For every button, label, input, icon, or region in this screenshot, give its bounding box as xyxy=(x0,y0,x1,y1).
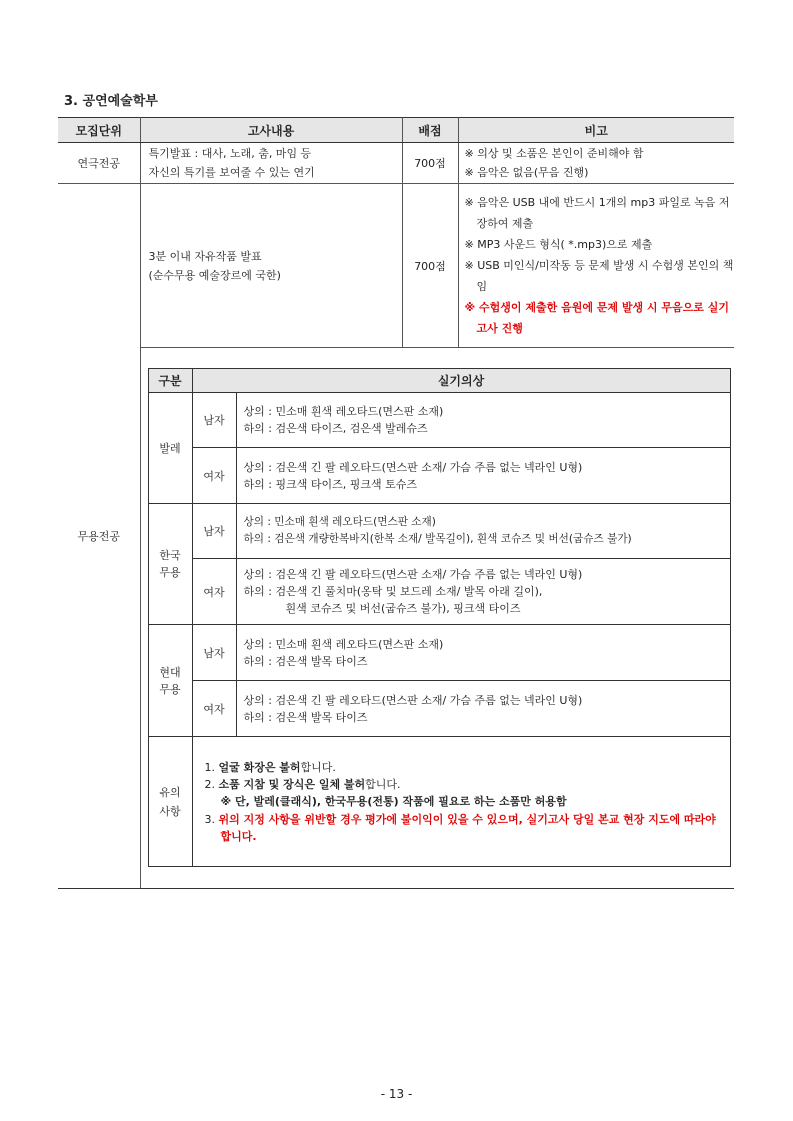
modern-female-row xyxy=(148,681,730,737)
dance-content xyxy=(140,184,402,348)
ballet-female-row xyxy=(148,448,730,504)
notes-label: 유의사항 xyxy=(148,737,192,867)
costume-bottom: 하의 : 핑크색 타이즈, 핑크색 토슈즈 xyxy=(243,477,417,491)
costume-desc xyxy=(236,393,730,448)
note-red: 위의 지정 사항을 위반할 경우 평가에 불이익이 있을 수 있으며, 실기고사 당일 본교 현장 지도에 따라야 합니다. xyxy=(218,812,716,843)
costume-top: 상의 : 민소매 흰색 레오타드(면스판 소재) xyxy=(243,516,436,528)
costume-header-row xyxy=(148,369,730,393)
note-num: 2. xyxy=(204,777,215,791)
korean-male-row xyxy=(148,504,730,559)
costume-table xyxy=(148,368,731,867)
notes-row xyxy=(148,737,730,867)
note-2 xyxy=(205,776,718,793)
costume-bottom: 하의 : 검은색 타이즈, 검은색 발레슈즈 xyxy=(243,422,428,435)
exam-table xyxy=(58,117,734,889)
dance-remarks xyxy=(458,184,734,348)
table-header-row xyxy=(58,118,734,143)
note-rest: 합니다. xyxy=(365,777,401,791)
page-number: - 13 - xyxy=(380,1087,413,1101)
dance-content-line: 3분 이내 자유작품 발표 xyxy=(148,249,262,263)
header-score: 배점 xyxy=(402,118,458,143)
costume-top: 상의 : 검은색 긴 팔 레오타드(면스판 소재/ 가슴 주름 없는 넥라인 U형) xyxy=(243,693,583,707)
gender-label: 여자 xyxy=(192,559,236,625)
gender-label: 여자 xyxy=(192,448,236,504)
costume-desc xyxy=(236,559,730,625)
costume-bottom-cont: 흰색 코슈즈 및 버선(굽슈즈 불가), 핑크색 타이즈 xyxy=(285,602,521,615)
section-title: 3. 공연예술학부 xyxy=(64,94,158,109)
acting-remark: ※ 의상 및 소품은 본인이 준비해야 함 xyxy=(464,147,644,160)
costume-top: 상의 : 검은색 긴 팔 레오타드(면스판 소재/ 가슴 주름 없는 넥라인 U형) xyxy=(243,460,583,474)
acting-score: 700점 xyxy=(402,143,458,184)
costume-bottom: 하의 : 검은색 긴 풀치마(옹탁 및 보드레 소재/ 발목 아래 길이), xyxy=(243,585,543,598)
note-rest: 합니다. xyxy=(300,760,336,774)
dance-remark: ※ MP3 사운드 형식( *.mp3)으로 제출 xyxy=(464,238,653,251)
acting-remark: ※ 음악은 없음(무음 진행) xyxy=(464,166,589,179)
dance-remark: ※ USB 미인식/미작동 등 문제 발생 시 수험생 본인의 책임 xyxy=(464,259,734,293)
dance-unit: 무용전공 xyxy=(58,184,140,889)
dance-row xyxy=(58,184,734,348)
costume-row xyxy=(58,348,734,889)
acting-content xyxy=(140,143,402,184)
header-remarks: 비고 xyxy=(458,118,734,143)
costume-bottom: 하의 : 검은색 발목 타이즈 xyxy=(243,710,368,724)
costume-desc xyxy=(236,504,730,559)
notes-body xyxy=(192,737,730,867)
dance-content-line: (순수무용 예술장르에 국한) xyxy=(148,268,281,282)
genre-korean: 한국무용 xyxy=(148,504,192,625)
note-num: 3. xyxy=(204,812,215,826)
acting-unit: 연극전공 xyxy=(58,143,140,184)
costume-desc xyxy=(236,681,730,737)
dance-remark: ※ 음악은 USB 내에 반드시 1개의 mp3 파일로 녹음 저장하여 제출 xyxy=(464,196,730,230)
header-unit: 모집단위 xyxy=(58,118,140,143)
gender-label: 여자 xyxy=(192,681,236,737)
costume-desc xyxy=(236,448,730,504)
costume-top: 상의 : 검은색 긴 팔 레오타드(면스판 소재/ 가슴 주름 없는 넥라인 U형) xyxy=(243,568,583,581)
costume-top: 상의 : 민소매 흰색 레오타드(면스판 소재) xyxy=(243,405,444,418)
ballet-male-row xyxy=(148,393,730,448)
header-category: 구분 xyxy=(148,369,192,393)
note-3 xyxy=(205,811,718,845)
costume-bottom: 하의 : 검은색 개량한복바지(한복 소재/ 발목길이), 흰색 코슈즈 및 버선(굽슈즈 불가) xyxy=(243,533,632,545)
costume-top: 상의 : 민소매 흰색 레오타드(면스판 소재) xyxy=(243,637,444,651)
header-costume: 실기의상 xyxy=(192,369,730,393)
costume-bottom: 하의 : 검은색 발목 타이즈 xyxy=(243,654,368,668)
acting-content-line: 자신의 특기를 보여줄 수 있는 연기 xyxy=(148,166,315,179)
genre-modern: 현대무용 xyxy=(148,625,192,737)
modern-male-row xyxy=(148,625,730,681)
note-bold: 소품 지참 및 장식은 일체 불허 xyxy=(218,777,366,791)
gender-label: 남자 xyxy=(192,625,236,681)
header-content: 고사내용 xyxy=(140,118,402,143)
costume-cell xyxy=(140,348,734,889)
dance-score: 700점 xyxy=(402,184,458,348)
acting-row xyxy=(58,143,734,184)
note-2-sub: ※ 단, 발레(클래식), 한국무용(전통) 작품에 필요로 하는 소품만 허용함 xyxy=(220,794,567,808)
costume-desc xyxy=(236,625,730,681)
dance-remark-warning: ※ 수험생이 제출한 음원에 문제 발생 시 무음으로 실기고사 진행 xyxy=(464,301,729,335)
korean-female-row xyxy=(148,559,730,625)
genre-ballet: 발레 xyxy=(148,393,192,504)
note-num: 1. xyxy=(204,760,215,774)
note-1 xyxy=(205,759,718,776)
gender-label: 남자 xyxy=(192,504,236,559)
note-bold: 얼굴 화장은 불허 xyxy=(218,760,301,774)
acting-remarks xyxy=(458,143,734,184)
gender-label: 남자 xyxy=(192,393,236,448)
acting-content-line: 특기발표 : 대사, 노래, 춤, 마임 등 xyxy=(148,147,312,160)
